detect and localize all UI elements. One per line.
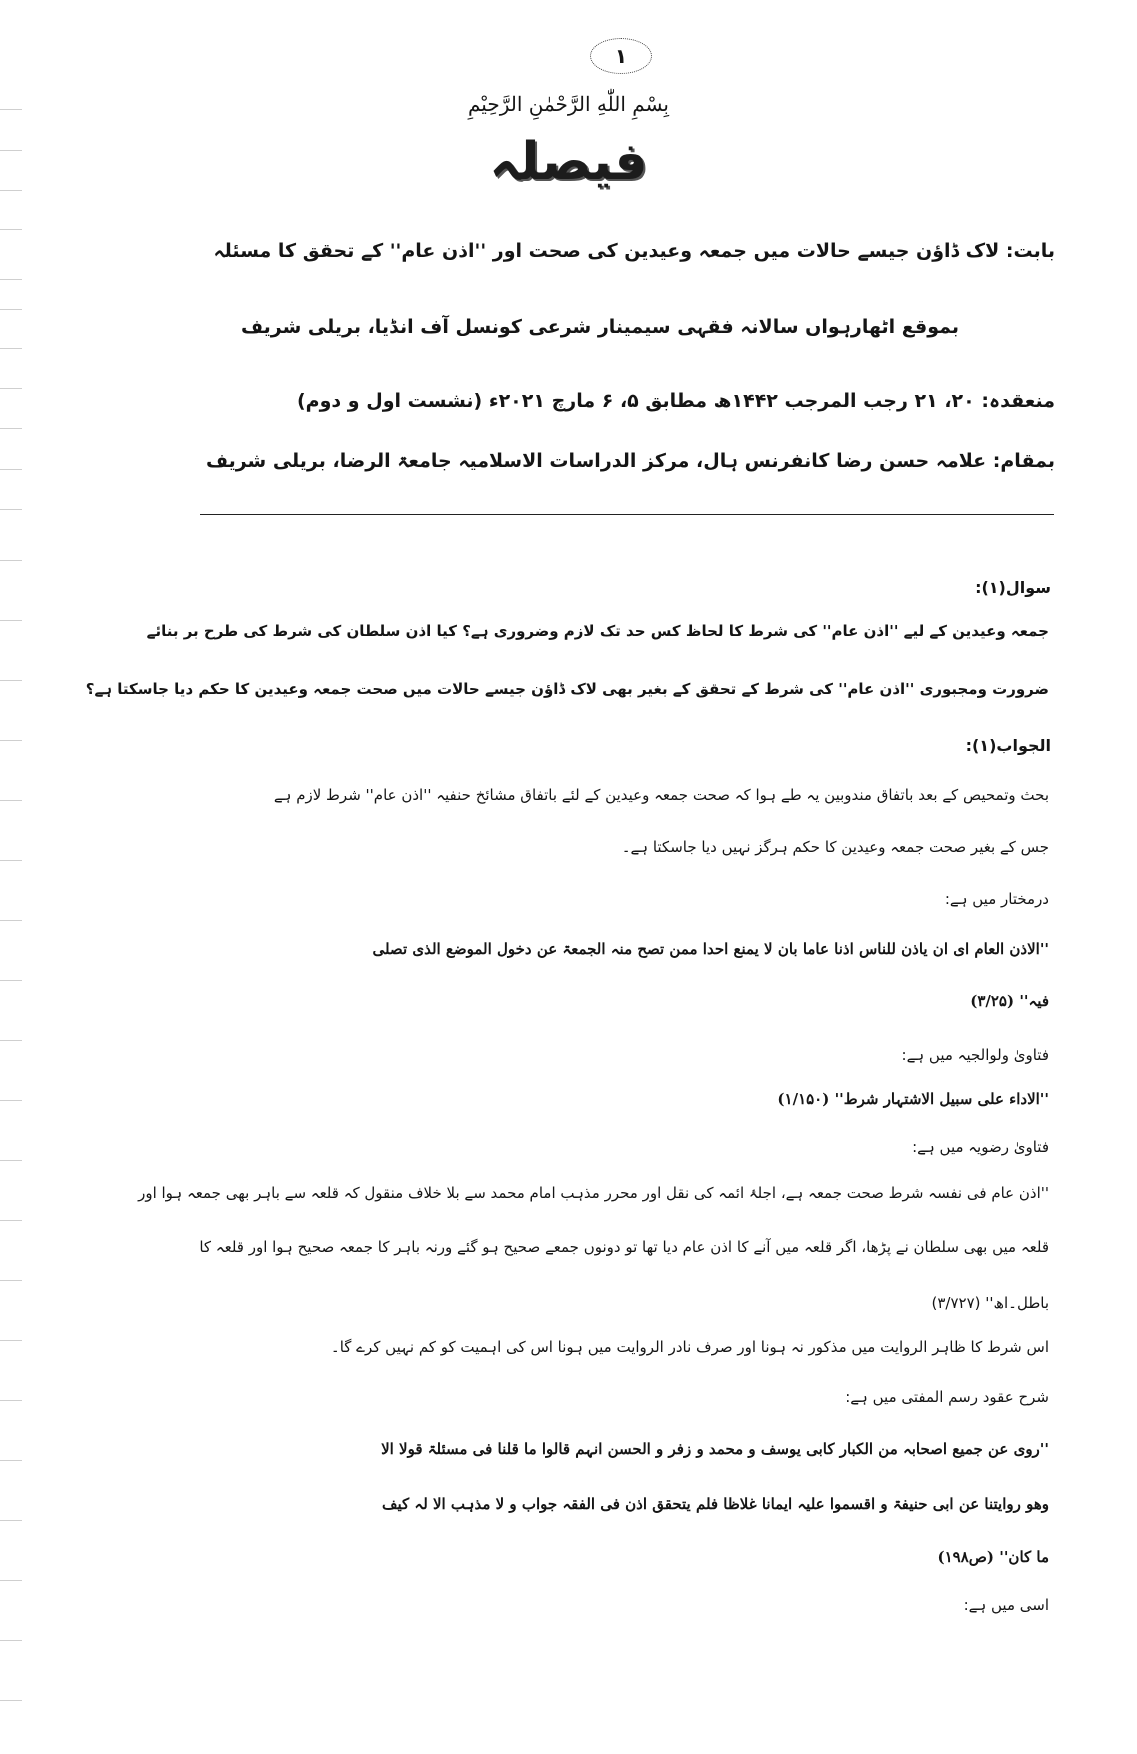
citation-source: درمختار میں ہے: [944,890,1049,908]
subject-text: لاک ڈاؤن جیسے حالات میں جمعہ وعیدین کی صحت اور ''اذن عام'' کے تحقق کا مسئلہ [213,240,1000,262]
citation-quote: وھو روایتنا عن ابی حنیفۃ و اقسموا علیہ ایمانا غلاظا فلم یتحقق اذن فی الفقہ جواب و لا مذہب الا لہ کیف [381,1495,1049,1513]
note-text: اس شرط کا ظاہر الروایت میں مذکور نہ ہونا اور صرف نادر الروایت میں ہونا اس کی اہمیت کو کم نہیں کرے گا۔ [330,1338,1049,1356]
citation-source: فتاویٰ رضویہ میں ہے: [912,1138,1049,1156]
citation-quote: ''اذن عام فی نفسہ شرط صحت جمعہ ہے، اجلۂ ائمہ کی نقل اور محرر مذہب امام محمد سے بلا خلاف منقول کہ قلعہ سے باہر بھی جمعہ ہوا اور [138,1184,1049,1202]
held-text: ۲۰، ۲۱ رجب المرجب ۱۴۴۲ھ مطابق ۵، ۶ مارچ ۲۰۲۱ء (نشست اول و دوم) [297,390,975,412]
answer-line: جس کے بغیر صحت جمعہ وعیدین کا حکم ہرگز نہیں دیا جاسکتا ہے۔ [621,838,1049,856]
notebook-margin-lines [0,0,26,1754]
occasion-line: بموقع اٹھارہواں سالانہ فقہی سیمینار شرعی کونسل آف انڈیا، بریلی شریف [241,316,959,338]
held-label: منعقدہ: [981,390,1055,412]
question-heading: سوال(۱): [975,578,1051,597]
bismillah: بِسْمِ اللّٰهِ الرَّحْمٰنِ الرَّحِيْمِ [467,92,669,116]
citation-quote: ''الاذن العام ای ان یاذن للناس اذنا عاما بان لا یمنع احدا ممن تصح منہ الجمعۃ عن دخول الموضع الذی تصلی [372,940,1049,958]
answer-heading: الجواب(۱): [965,736,1051,755]
page-number: ۱ [590,38,652,74]
trailing-text: اسی میں ہے: [963,1596,1049,1614]
subject-line [214,240,1055,262]
header-divider [200,514,1054,515]
citation-quote: فیہ'' (۳/۲۵) [970,992,1049,1010]
citation-quote: باطل۔اھ'' (۳/۷۲۷) [931,1294,1049,1312]
citation-quote: ''روی عن جمیع اصحابہ من الکبار کابی یوسف و محمد و زفر و الحسن انہم قالوا ما قلنا فی مسئلۃ قولا الا [381,1440,1049,1458]
venue-line [206,450,1055,472]
answer-line: بحث وتمحیص کے بعد باتفاق مندوبین یہ طے ہوا کہ صحت جمعہ وعیدین کے لئے باتفاق مشائخ حنفیہ ''اذن عام'' شرط لازم ہے [273,786,1049,804]
citation-quote: قلعہ میں بھی سلطان نے پڑھا، اگر قلعہ میں آنے کا اذن عام دیا تھا تو دونوں جمعے صحیح ہو گئے ورنہ باہر کا جمعہ صحیح ہوا اور قلعہ کا [199,1238,1049,1256]
venue-text: علامہ حسن رضا کانفرنس ہال، مرکز الدراسات الاسلامیہ جامعۃ الرضا، بریلی شریف [205,450,987,472]
subject-label: بابت: [1005,240,1055,262]
held-line [297,390,1055,412]
question-line: ضرورت ومجبوری ''اذن عام'' کی شرط کے تحقق کے بغیر بھی لاک ڈاؤن جیسے حالات میں صحت جمعہ وعیدین کا حکم دیا جاسکتا ہے؟ [85,680,1049,698]
citation-source: شرح عقود رسم المفتی میں ہے: [845,1388,1049,1406]
question-line: جمعہ وعیدین کے لیے ''اذن عام'' کی شرط کا لحاظ کس حد تک لازم وضروری ہے؟ کیا اذن سلطان کی شرط کی طرح بر بنائے [146,622,1049,640]
page-title: فیصلہ [489,132,648,192]
citation-source: فتاویٰ ولوالجیہ میں ہے: [901,1046,1049,1064]
citation-quote: ''الاداء علی سبیل الاشتہار شرط'' (۱/۱۵۰) [777,1090,1049,1108]
citation-quote: ما کان'' (ص۱۹۸) [937,1548,1049,1566]
venue-label: بمقام: [992,450,1055,472]
